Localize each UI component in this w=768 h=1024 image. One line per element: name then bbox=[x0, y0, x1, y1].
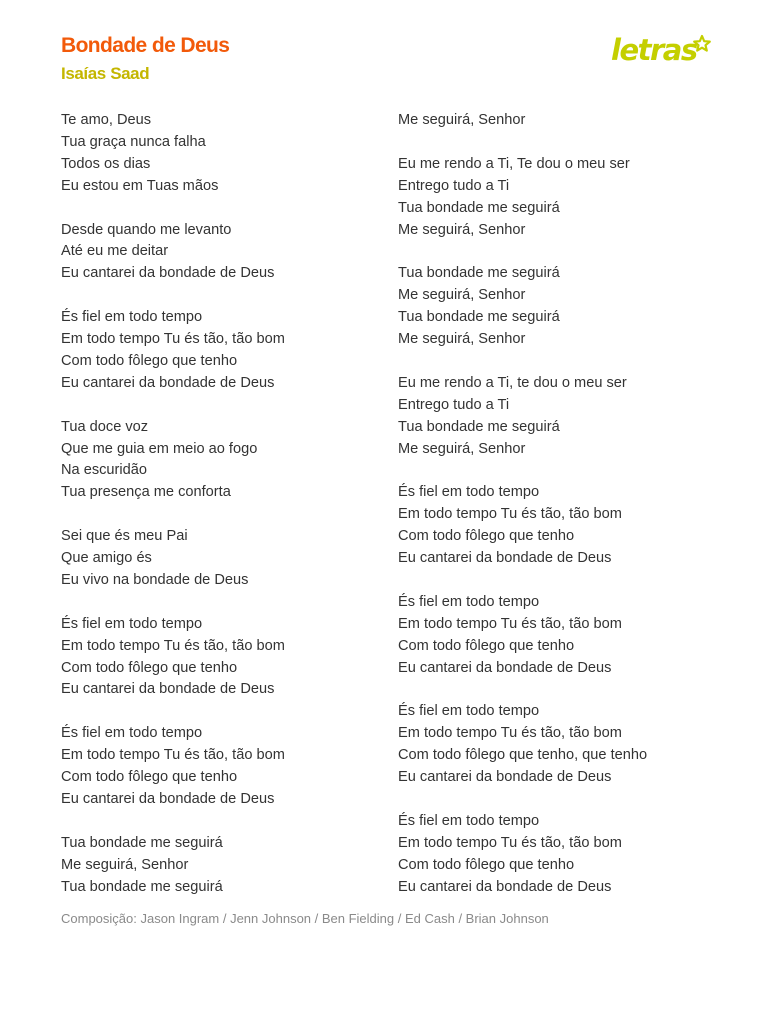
lyric-line: Todos os dias bbox=[61, 155, 151, 172]
lyrics-right-column bbox=[398, 110, 647, 920]
lyric-line: Eu cantarei da bondade de Deus bbox=[398, 659, 612, 676]
lyrics-stanza bbox=[61, 526, 285, 592]
lyrics-stanza bbox=[398, 110, 647, 132]
letras-logo[interactable] bbox=[610, 30, 712, 70]
lyric-line: Me seguirá, Senhor bbox=[61, 856, 189, 873]
lyric-line: Me seguirá, Senhor bbox=[398, 221, 526, 238]
lyric-line: Com todo fôlego que tenho bbox=[61, 659, 238, 676]
lyric-line: Que me guia em meio ao fogo bbox=[61, 440, 258, 457]
lyric-line: És fiel em todo tempo bbox=[398, 484, 540, 501]
lyrics-stanza bbox=[61, 614, 285, 702]
lyric-line: Eu me rendo a Ti, te dou o meu ser bbox=[398, 374, 627, 391]
lyric-line: Com todo fôlego que tenho bbox=[61, 352, 238, 369]
lyrics-left-column bbox=[61, 110, 285, 920]
lyric-line: Eu cantarei da bondade de Deus bbox=[61, 681, 275, 698]
lyric-line: Entrego tudo a Ti bbox=[398, 396, 510, 413]
lyric-line: Me seguirá, Senhor bbox=[398, 287, 526, 304]
lyrics-stanza bbox=[398, 154, 647, 242]
lyric-line: Em todo tempo Tu és tão, tão bom bbox=[61, 747, 285, 764]
lyric-line: Me seguirá, Senhor bbox=[398, 112, 526, 128]
lyric-line: És fiel em todo tempo bbox=[398, 703, 540, 720]
lyric-line: Com todo fôlego que tenho, que tenho bbox=[398, 747, 648, 764]
lyric-line: Sei que és meu Pai bbox=[61, 528, 188, 545]
lyric-line: Eu cantarei da bondade de Deus bbox=[61, 791, 275, 807]
lyrics-stanza bbox=[398, 701, 647, 789]
lyric-line: Tua bondade me seguirá bbox=[398, 418, 560, 435]
lyrics-stanza bbox=[61, 723, 285, 811]
lyric-line: Com todo fôlego que tenho bbox=[398, 637, 575, 654]
lyric-line: Tua presença me conforta bbox=[61, 484, 231, 501]
lyrics-stanza bbox=[398, 811, 647, 899]
lyric-line: Tua bondade me seguirá bbox=[61, 878, 223, 895]
lyrics-stanza bbox=[61, 307, 285, 395]
lyric-line: Eu cantarei da bondade de Deus bbox=[398, 550, 612, 567]
lyrics-stanza bbox=[61, 417, 285, 505]
lyric-line: És fiel em todo tempo bbox=[61, 725, 203, 742]
lyric-line: Tua bondade me seguirá bbox=[61, 834, 223, 851]
lyric-line: Desde quando me levanto bbox=[61, 221, 232, 238]
lyrics-stanza bbox=[61, 833, 285, 899]
lyric-line: És fiel em todo tempo bbox=[398, 812, 540, 829]
lyric-line: Me seguirá, Senhor bbox=[398, 331, 526, 348]
lyric-line: Eu me rendo a Ti, Te dou o meu ser bbox=[398, 155, 630, 172]
lyric-line: Na escuridão bbox=[61, 462, 147, 479]
lyric-line: Em todo tempo Tu és tão, tão bom bbox=[61, 331, 285, 348]
lyric-line: Te amo, Deus bbox=[61, 112, 152, 128]
lyric-line: Em todo tempo Tu és tão, tão bom bbox=[61, 637, 285, 654]
lyrics-stanza bbox=[398, 482, 647, 570]
song-title: Bondade de Deus bbox=[61, 34, 230, 57]
lyric-line: Tua bondade me seguirá bbox=[398, 265, 560, 282]
lyric-line: És fiel em todo tempo bbox=[61, 309, 203, 326]
lyric-line: Com todo fôlego que tenho bbox=[398, 856, 575, 873]
lyric-line: Eu vivo na bondade de Deus bbox=[61, 571, 249, 588]
lyric-line: Em todo tempo Tu és tão, tão bom bbox=[398, 615, 622, 632]
lyric-line: Tua doce voz bbox=[61, 418, 149, 435]
lyric-line: Eu cantarei da bondade de Deus bbox=[398, 769, 612, 786]
lyric-line: Em todo tempo Tu és tão, tão bom bbox=[398, 506, 622, 523]
lyric-line: Com todo fôlego que tenho bbox=[61, 769, 238, 786]
lyrics-stanza bbox=[398, 592, 647, 680]
lyric-line: Me seguirá, Senhor bbox=[398, 440, 526, 457]
lyric-line: Tua graça nunca falha bbox=[61, 133, 206, 150]
composer-credits: Composição: Jason Ingram / Jenn Johnson / Ben Fielding / Ed Cash / Brian Johnson bbox=[61, 911, 549, 926]
lyrics-stanza bbox=[398, 263, 647, 351]
letras-logo-text: letras bbox=[611, 33, 697, 67]
lyric-line: Em todo tempo Tu és tão, tão bom bbox=[398, 834, 622, 851]
lyric-line: Entrego tudo a Ti bbox=[398, 177, 510, 194]
lyric-line: És fiel em todo tempo bbox=[398, 593, 540, 610]
lyrics-stanza bbox=[398, 373, 647, 461]
lyric-line: Eu estou em Tuas mãos bbox=[61, 177, 219, 194]
lyric-line: Eu cantarei da bondade de Deus bbox=[398, 878, 612, 895]
lyrics-stanza bbox=[61, 110, 285, 198]
lyric-line: Até eu me deitar bbox=[61, 243, 169, 260]
lyric-line: És fiel em todo tempo bbox=[61, 615, 203, 632]
lyric-line: Tua bondade me seguirá bbox=[398, 199, 560, 216]
lyric-line: Que amigo és bbox=[61, 550, 152, 567]
lyrics-stanza bbox=[61, 220, 285, 286]
lyric-line: Eu cantarei da bondade de Deus bbox=[61, 265, 275, 282]
lyric-line: Tua bondade me seguirá bbox=[398, 309, 560, 326]
artist-name: Isaías Saad bbox=[61, 64, 150, 83]
lyric-line: Com todo fôlego que tenho bbox=[398, 528, 575, 545]
lyric-line: Eu cantarei da bondade de Deus bbox=[61, 374, 275, 391]
lyric-line: Em todo tempo Tu és tão, tão bom bbox=[398, 725, 622, 742]
